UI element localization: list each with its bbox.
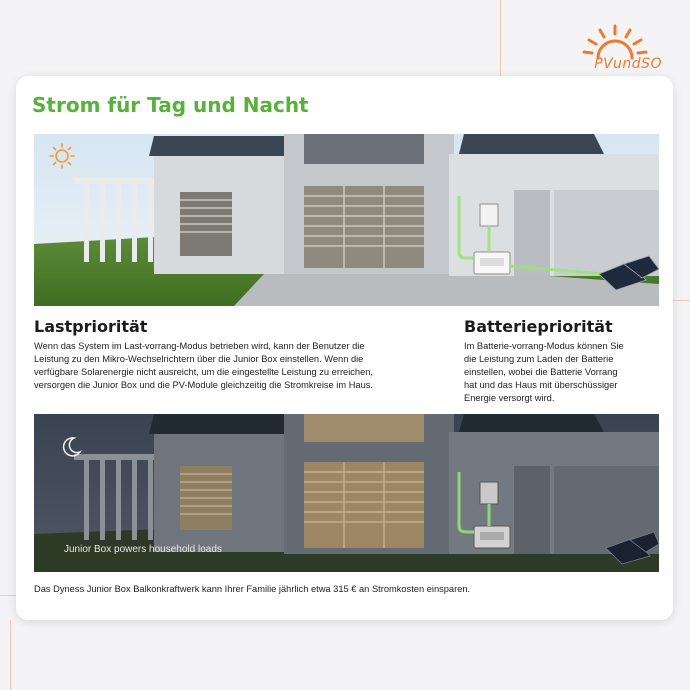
background-line (0, 595, 16, 596)
footer-note: Das Dyness Junior Box Balkonkraftwerk kann Ihrer Familie jährlich etwa 315 € an Stromkosten einsparen. (34, 584, 471, 594)
page-title: Strom für Tag und Nacht (32, 93, 309, 117)
night-scene-caption: Junior Box powers household loads (64, 544, 222, 555)
logo-text: PVundSO (594, 56, 662, 72)
content-card (16, 76, 673, 620)
day-scene-illustration (34, 134, 659, 306)
background-line (10, 620, 11, 690)
background-line (500, 0, 501, 76)
battery-priority-heading: Batteriepriorität (464, 317, 613, 336)
background-line (673, 300, 690, 301)
battery-priority-text: Im Batterie-vorrang-Modus können Sie die Leistung zum Laden der Batterie einstellen, wobei die Batterie Vorrang hat und das Haus mit überschüssiger Energie versorgt wird. (464, 341, 624, 403)
load-priority-text: Wenn das System im Last-vorrang-Modus betrieben wird, kann der Benutzer die Leistung zu den Mikro-Wechselrichtern über die Junior Box einstellen. Wenn die verfügbare Solarenergie nicht ausreicht, um die eingestellte Leistung zu erreichen, versorgen die Junior Box und die PV-Module gleichzeitig die Stromkreise im Haus. (34, 341, 374, 390)
load-priority-heading: Lastpriorität (34, 317, 148, 336)
